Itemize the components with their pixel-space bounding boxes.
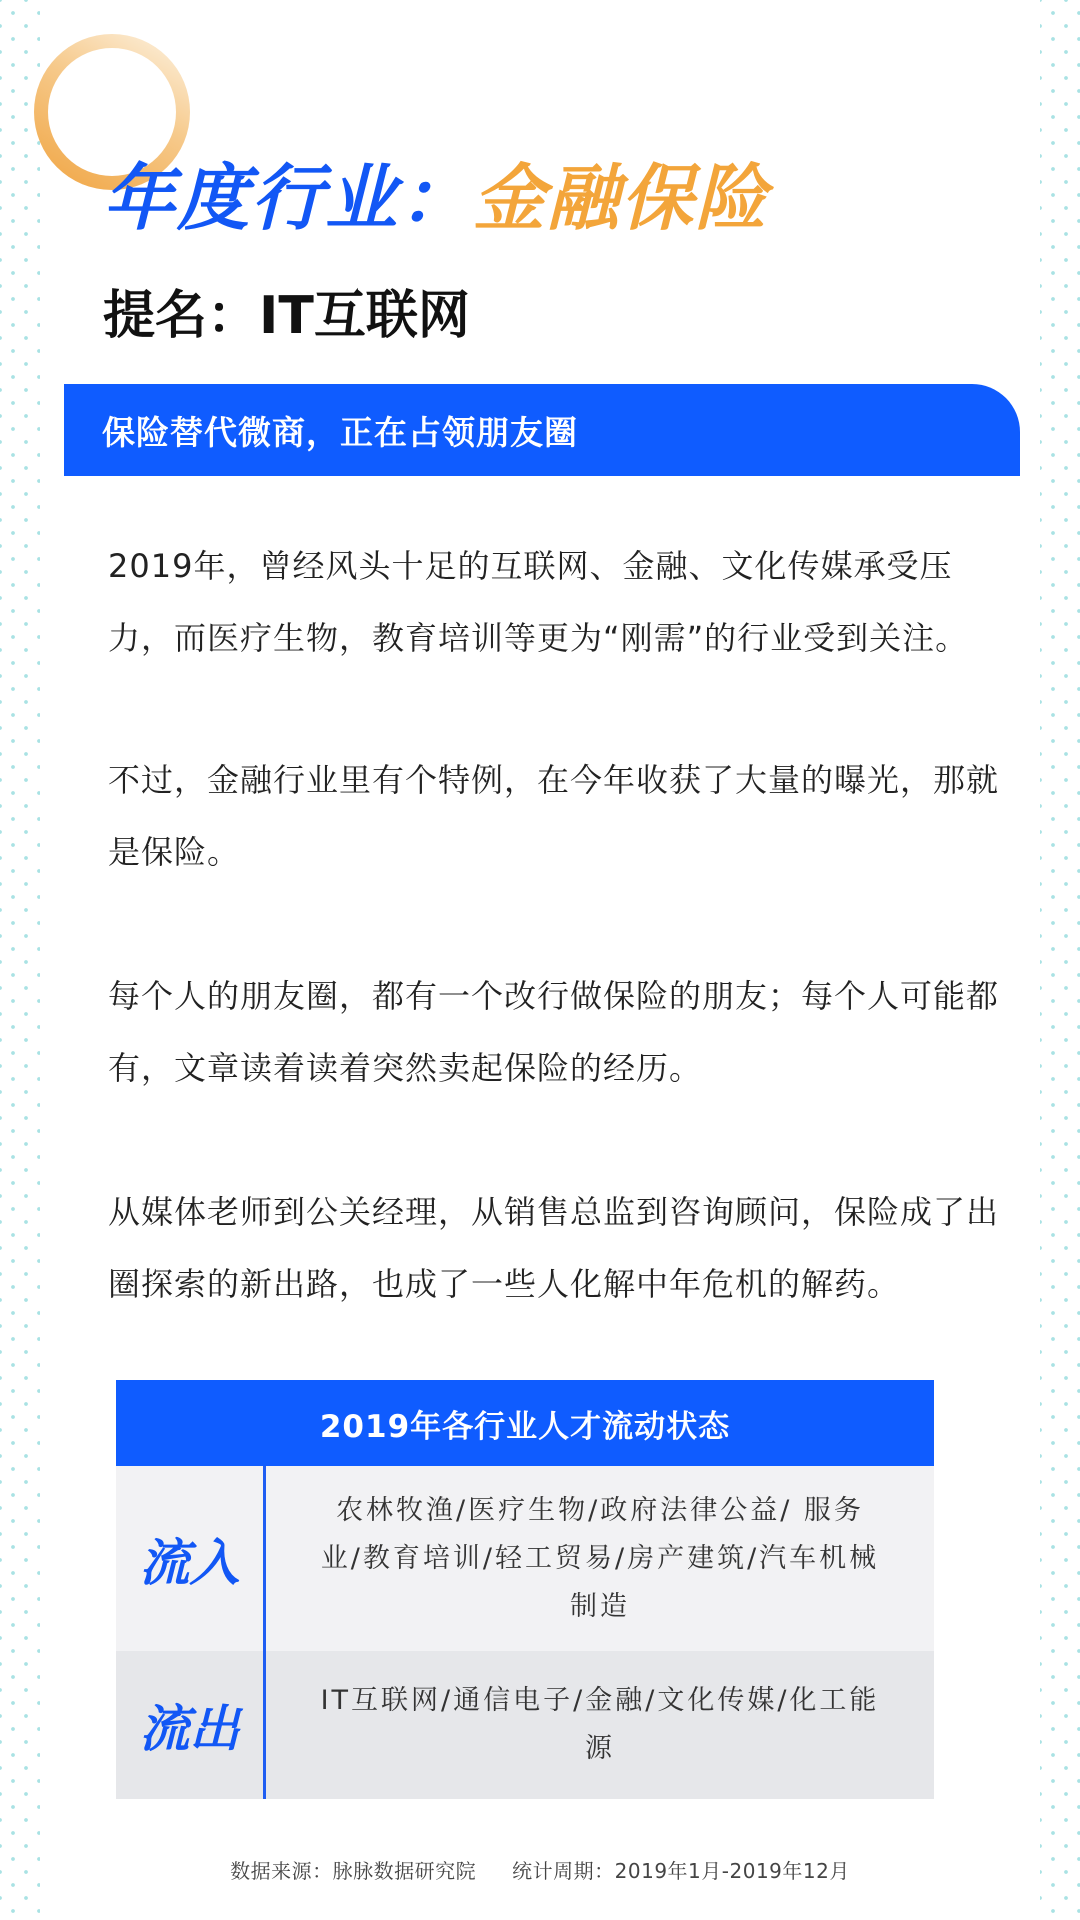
- paragraph-2: 不过，金融行业里有个特例，在今年收获了大量的曝光，那就是保险。: [108, 761, 1000, 871]
- footer-period: 统计周期：2019年1月-2019年12月: [512, 1859, 850, 1883]
- row-label-outflow: 流出: [139, 1700, 240, 1758]
- table-row-outflow: [116, 1651, 934, 1799]
- data-source-footer: [0, 1855, 1080, 1884]
- row-label-cell: [116, 1651, 266, 1799]
- table-row-inflow: [116, 1466, 934, 1651]
- banner-text: 保险替代微商，正在占领朋友圈: [102, 412, 578, 452]
- footer-source: 数据来源：脉脉数据研究院: [230, 1859, 477, 1883]
- page-title: [103, 140, 769, 244]
- row-content-cell: [266, 1651, 934, 1799]
- page-subtitle: 提名：IT互联网: [103, 286, 470, 346]
- row-content-outflow: IT互联网/通信电子/金融/文化传媒/化工能源: [320, 1685, 880, 1764]
- table-title: 2019年各行业人才流动状态: [319, 1408, 731, 1445]
- row-label-cell: [116, 1466, 266, 1651]
- paragraph-1: 2019年，曾经风头十足的互联网、金融、文化传媒承受压力，而医疗生物，教育培训等更为“刚需”的行业受到关注。: [108, 547, 969, 657]
- row-content-cell: [266, 1466, 934, 1651]
- row-label-inflow: 流入: [139, 1533, 240, 1592]
- title-prefix: 年度行业：: [103, 156, 474, 240]
- paragraph-3: 每个人的朋友圈，都有一个改行做保险的朋友；每个人可能都有，文章读着读着突然卖起保险的经历。: [108, 977, 1000, 1087]
- row-content-inflow: 农林牧渔/医疗生物/政府法律公益/ 服务业/教育培训/轻工贸易/房产建筑/汽车机械制造: [320, 1494, 880, 1622]
- paragraph-4: 从媒体老师到公关经理，从销售总监到咨询顾问，保险成了出圈探索的新出路，也成了一些人化解中年危机的解药。: [108, 1193, 1000, 1303]
- table-header: [116, 1380, 934, 1466]
- section-banner: [64, 384, 1020, 476]
- talent-flow-table: [116, 1380, 934, 1800]
- title-highlight: 金融保险: [473, 156, 770, 240]
